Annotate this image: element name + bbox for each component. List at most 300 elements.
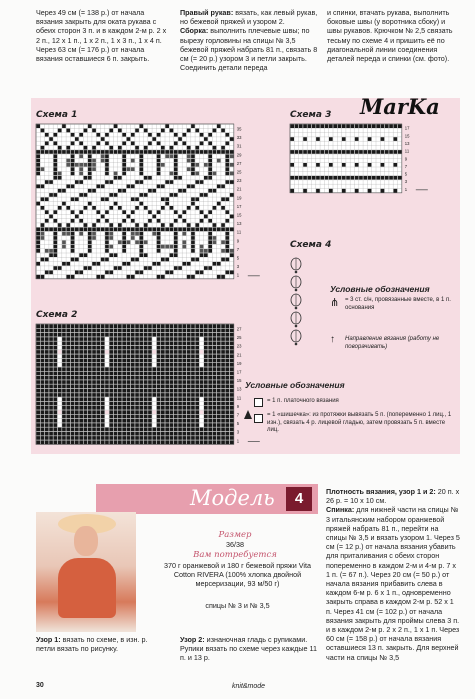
cell <box>92 350 96 354</box>
cell <box>71 329 75 333</box>
cell <box>394 137 398 141</box>
cell <box>88 154 92 158</box>
cell <box>381 137 385 141</box>
cell <box>140 440 144 444</box>
cell <box>122 167 126 171</box>
cell <box>290 176 294 180</box>
cell <box>105 393 109 397</box>
cell <box>88 410 92 414</box>
cell <box>79 423 83 427</box>
cell <box>58 206 62 210</box>
cell <box>217 202 221 206</box>
cell <box>62 436 66 440</box>
cell <box>109 376 113 380</box>
cell <box>118 402 122 406</box>
cell <box>333 176 337 180</box>
cell <box>144 176 148 180</box>
cell <box>183 428 187 432</box>
cell <box>165 406 169 410</box>
cell <box>92 337 96 341</box>
cell <box>355 163 359 167</box>
legend1-item2: Направление вязания (работу не поворачивать) <box>345 336 440 350</box>
cell <box>217 419 221 423</box>
cell <box>101 359 105 363</box>
cell <box>36 380 40 384</box>
cell <box>45 346 49 350</box>
cell <box>217 440 221 444</box>
cell <box>195 197 199 201</box>
cell <box>105 329 109 333</box>
cell <box>97 385 101 389</box>
cell <box>84 423 88 427</box>
cell <box>105 432 109 436</box>
cell <box>84 419 88 423</box>
cell <box>109 232 113 236</box>
cell <box>183 350 187 354</box>
cell <box>195 329 199 333</box>
cell <box>230 346 234 350</box>
cell <box>109 193 113 197</box>
cell <box>157 350 161 354</box>
cell <box>118 363 122 367</box>
cell <box>226 219 230 223</box>
cell <box>105 385 109 389</box>
cell <box>148 436 152 440</box>
cell <box>71 415 75 419</box>
cell <box>58 333 62 337</box>
cell <box>152 389 156 393</box>
cell <box>376 176 380 180</box>
cell <box>187 428 191 432</box>
cell <box>66 275 70 279</box>
cell <box>161 354 165 358</box>
cell <box>213 423 217 427</box>
cell <box>208 359 212 363</box>
cell <box>97 367 101 371</box>
cell <box>372 124 376 128</box>
cell <box>79 350 83 354</box>
cell <box>208 142 212 146</box>
cell <box>36 428 40 432</box>
cell <box>101 436 105 440</box>
cell <box>135 150 139 154</box>
cell <box>105 167 109 171</box>
cell <box>131 363 135 367</box>
cell <box>208 440 212 444</box>
cell <box>165 180 169 184</box>
cell <box>208 249 212 253</box>
row-number: 25 <box>236 335 242 341</box>
cell <box>152 189 156 193</box>
cell <box>88 363 92 367</box>
cell <box>152 262 156 266</box>
cell <box>226 436 230 440</box>
cell <box>191 337 195 341</box>
cell <box>135 423 139 427</box>
cell <box>36 232 40 236</box>
cell <box>79 337 83 341</box>
cell <box>75 163 79 167</box>
cell <box>191 324 195 328</box>
cell <box>66 380 70 384</box>
cell <box>101 275 105 279</box>
cell <box>208 372 212 376</box>
cell <box>122 342 126 346</box>
cell <box>127 402 131 406</box>
cell <box>178 436 182 440</box>
cell <box>191 163 195 167</box>
cell <box>71 397 75 401</box>
cell <box>204 389 208 393</box>
cell <box>187 397 191 401</box>
cell <box>157 432 161 436</box>
cell <box>131 333 135 337</box>
cell <box>62 262 66 266</box>
cell <box>118 354 122 358</box>
cell <box>54 385 58 389</box>
cell <box>187 146 191 150</box>
cell <box>170 253 174 257</box>
cell <box>368 124 372 128</box>
cell <box>79 410 83 414</box>
cell <box>105 228 109 232</box>
cell <box>45 397 49 401</box>
cell <box>157 380 161 384</box>
cell <box>191 380 195 384</box>
cell <box>41 236 45 240</box>
cell <box>109 346 113 350</box>
cell <box>144 423 148 427</box>
cell <box>165 324 169 328</box>
cell <box>191 363 195 367</box>
cell <box>109 363 113 367</box>
cell <box>187 436 191 440</box>
cell <box>105 210 109 214</box>
cell <box>36 333 40 337</box>
cell <box>36 419 40 423</box>
cell <box>118 150 122 154</box>
cell <box>45 228 49 232</box>
cell <box>75 372 79 376</box>
row-number: 7 <box>404 163 408 169</box>
cell <box>41 197 45 201</box>
cell <box>226 393 230 397</box>
cell <box>140 193 144 197</box>
cell <box>41 440 45 444</box>
legend2-bobble-cell <box>254 414 263 423</box>
cell <box>79 210 83 214</box>
cell <box>140 253 144 257</box>
cell <box>226 385 230 389</box>
cell <box>97 440 101 444</box>
cell <box>221 129 225 133</box>
cell <box>226 359 230 363</box>
cell <box>140 350 144 354</box>
cell <box>62 372 66 376</box>
cell <box>385 150 389 154</box>
cell <box>204 150 208 154</box>
cell <box>213 419 217 423</box>
cell <box>97 219 101 223</box>
cell <box>58 432 62 436</box>
cell <box>230 180 234 184</box>
cell <box>217 402 221 406</box>
cell <box>174 406 178 410</box>
cell <box>131 275 135 279</box>
cell <box>41 389 45 393</box>
cell <box>152 324 156 328</box>
cell <box>88 397 92 401</box>
cell <box>221 359 225 363</box>
cell <box>157 337 161 341</box>
cell <box>157 150 161 154</box>
row-number: 13 <box>404 141 410 147</box>
cell <box>118 367 122 371</box>
row-number: 13 <box>236 386 242 392</box>
cell <box>140 376 144 380</box>
cell <box>226 389 230 393</box>
cell <box>114 393 118 397</box>
cell <box>329 124 333 128</box>
cell <box>131 397 135 401</box>
cell <box>58 176 62 180</box>
cell <box>230 393 234 397</box>
cell <box>165 389 169 393</box>
cell <box>49 193 53 197</box>
cell <box>41 329 45 333</box>
cell <box>135 415 139 419</box>
cell <box>355 150 359 154</box>
cell <box>97 376 101 380</box>
cell <box>41 146 45 150</box>
cell <box>101 376 105 380</box>
cell <box>398 150 402 154</box>
grid <box>36 124 234 279</box>
cell <box>45 142 49 146</box>
cell <box>217 389 221 393</box>
cell <box>148 354 152 358</box>
cell <box>148 228 152 232</box>
cell <box>88 440 92 444</box>
cell <box>75 342 79 346</box>
cell <box>84 432 88 436</box>
cell <box>131 410 135 414</box>
cell <box>140 380 144 384</box>
cell <box>109 329 113 333</box>
cell <box>41 415 45 419</box>
cell <box>213 262 217 266</box>
cell <box>187 419 191 423</box>
cell <box>105 440 109 444</box>
cell <box>161 423 165 427</box>
cell <box>88 393 92 397</box>
cell <box>114 428 118 432</box>
cell <box>152 380 156 384</box>
cell <box>45 180 49 184</box>
cell <box>36 393 40 397</box>
cell <box>66 436 70 440</box>
cell <box>41 324 45 328</box>
cell <box>191 406 195 410</box>
cell <box>178 440 182 444</box>
cell <box>122 372 126 376</box>
cell <box>195 367 199 371</box>
cell <box>127 389 131 393</box>
cell <box>187 359 191 363</box>
cell <box>84 380 88 384</box>
cell <box>165 376 169 380</box>
cell <box>71 432 75 436</box>
cell <box>174 380 178 384</box>
cell <box>122 210 126 214</box>
cell <box>195 385 199 389</box>
cell <box>191 333 195 337</box>
cell <box>144 150 148 154</box>
cell <box>213 129 217 133</box>
cell <box>195 380 199 384</box>
cell <box>101 389 105 393</box>
cell <box>105 271 109 275</box>
cell <box>161 376 165 380</box>
scheme1-chart <box>36 124 262 278</box>
cell <box>170 329 174 333</box>
cell <box>109 350 113 354</box>
cell <box>66 324 70 328</box>
cell <box>165 329 169 333</box>
cell <box>131 419 135 423</box>
cell <box>165 202 169 206</box>
cell <box>41 258 45 262</box>
cell <box>101 428 105 432</box>
cell <box>66 410 70 414</box>
row-number: 21 <box>236 186 242 192</box>
cell <box>66 440 70 444</box>
cell <box>66 354 70 358</box>
cell <box>174 219 178 223</box>
cell <box>226 154 230 158</box>
cell <box>165 337 169 341</box>
cell <box>36 359 40 363</box>
materials: 370 г оранжевой и 180 г бежевой пряжи Vita Cotton RIVERA (100% хлопка двойной мерсеризации, 93 м/50 г) <box>163 561 312 588</box>
cell <box>79 342 83 346</box>
cell <box>183 228 187 232</box>
cell <box>127 376 131 380</box>
cell <box>170 342 174 346</box>
cell <box>208 163 212 167</box>
cell <box>122 406 126 410</box>
cell <box>135 406 139 410</box>
cell <box>66 206 70 210</box>
cell <box>183 432 187 436</box>
cell <box>118 329 122 333</box>
cell <box>363 150 367 154</box>
cell <box>66 329 70 333</box>
cell <box>88 385 92 389</box>
cell <box>122 236 126 240</box>
cell <box>355 137 359 141</box>
cell <box>131 402 135 406</box>
cell <box>299 150 303 154</box>
cell <box>183 385 187 389</box>
cell <box>88 406 92 410</box>
cell <box>71 240 75 244</box>
cell <box>45 329 49 333</box>
cell <box>101 385 105 389</box>
cell <box>92 393 96 397</box>
cell <box>230 397 234 401</box>
cell <box>49 249 53 253</box>
cell <box>191 245 195 249</box>
cell <box>174 133 178 137</box>
cell <box>84 346 88 350</box>
cell <box>114 124 118 128</box>
cell <box>144 359 148 363</box>
cell <box>157 275 161 279</box>
cell <box>174 415 178 419</box>
cell <box>200 253 204 257</box>
cell <box>144 324 148 328</box>
cell <box>381 176 385 180</box>
cell <box>36 262 40 266</box>
cell <box>49 359 53 363</box>
cell <box>191 402 195 406</box>
cell <box>342 163 346 167</box>
cell <box>226 367 230 371</box>
cell <box>58 228 62 232</box>
cell <box>92 419 96 423</box>
legend1-item1: = 3 ст. с/н, провязанные вместе, в 1 п. основания <box>345 297 451 311</box>
cell <box>45 393 49 397</box>
cell <box>217 329 221 333</box>
row-number: 9 <box>236 238 240 244</box>
cell <box>58 380 62 384</box>
cell <box>204 380 208 384</box>
cell <box>58 393 62 397</box>
cell <box>174 363 178 367</box>
cell <box>66 159 70 163</box>
cell <box>36 376 40 380</box>
cell <box>79 324 83 328</box>
cell <box>161 146 165 150</box>
brand-logo: knit&mode <box>232 683 266 690</box>
cell <box>195 423 199 427</box>
cell <box>84 223 88 227</box>
cell <box>174 329 178 333</box>
cell <box>161 350 165 354</box>
cell <box>178 410 182 414</box>
cell <box>105 172 109 176</box>
cell <box>144 406 148 410</box>
cell <box>71 342 75 346</box>
cell <box>114 385 118 389</box>
cell <box>213 346 217 350</box>
row-number: 1 <box>236 438 240 444</box>
cell <box>114 337 118 341</box>
cell <box>208 385 212 389</box>
cell <box>230 342 234 346</box>
cell <box>114 172 118 176</box>
cell <box>161 163 165 167</box>
cell <box>165 245 169 249</box>
cell <box>148 337 152 341</box>
cell <box>84 129 88 133</box>
cell <box>213 240 217 244</box>
cell <box>226 245 230 249</box>
cell <box>226 249 230 253</box>
cell <box>41 129 45 133</box>
cell <box>54 176 58 180</box>
cell <box>217 432 221 436</box>
